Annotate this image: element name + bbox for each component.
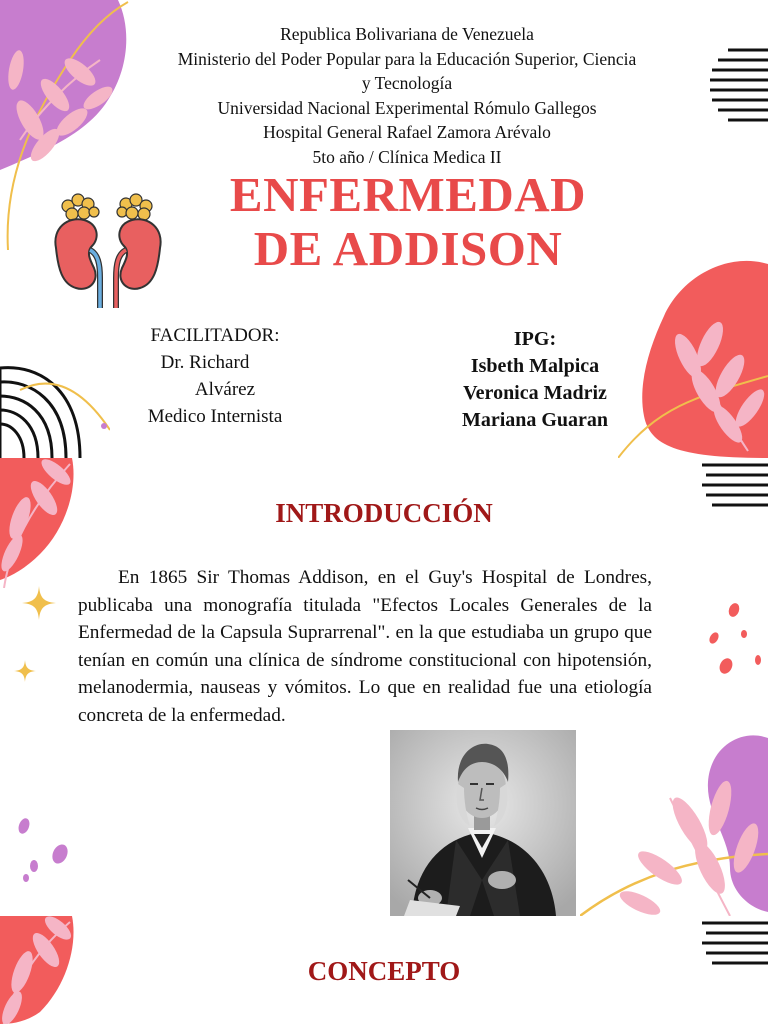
concept-heading: CONCEPTO: [307, 956, 461, 986]
header-line: Republica Bolivariana de Venezuela: [280, 24, 534, 44]
introduction-slide: [0, 458, 768, 916]
cover-slide: [0, 0, 768, 458]
title-line-1: ENFERMEDAD: [229, 167, 587, 222]
thomas-addison-portrait: [390, 730, 576, 916]
facilitator-name-line-1: Dr. Richard: [160, 352, 250, 373]
introduction-paragraph: En 1865 Sir Thomas Addison, en el Guy's Hospital de Londres, publicaba una monografía titulada "Efectos Locales Generales de la Enfermedad de la Capsula Suprarrenal". en la que estudiaba un grupo que tenían en común una clínica de síndrome constitucional con hipotensión, melanodermia, nauseas y vómitos. Lo que en realidad fue una etiología concreta de la enfermedad.: [78, 567, 652, 726]
institution-header: [130, 22, 684, 169]
facilitator-name-line-2: Alvárez: [194, 379, 256, 400]
header-line: y Tecnología: [361, 73, 453, 93]
sparkle-icon: [22, 586, 56, 620]
document-title: [150, 168, 666, 276]
header-line: 5to año / Clínica Medica II: [312, 146, 502, 167]
coral-leaf-decoration: [618, 256, 768, 458]
introduction-heading: INTRODUCCIÓN: [275, 498, 493, 528]
ipg-member: Veronica Madriz: [463, 382, 607, 404]
facilitator-label: FACILITADOR:: [150, 325, 280, 346]
facilitator-block: [110, 322, 320, 430]
title-line-2: DE ADDISON: [253, 221, 563, 276]
sparkle-icon: [14, 660, 36, 682]
ipg-block: [430, 326, 640, 434]
concept-slide: [0, 916, 768, 1024]
purple-dots-decoration: [14, 814, 74, 884]
header-line: Hospital General Rafael Zamora Arévalo: [263, 122, 551, 142]
header-line: Ministerio del Poder Popular para la Educación Superior, Ciencia: [177, 48, 637, 69]
arches-decoration: [0, 360, 110, 458]
ipg-member: Isbeth Malpica: [470, 355, 600, 377]
ipg-label: IPG:: [513, 328, 557, 350]
facilitator-role: Medico Internista: [147, 406, 283, 427]
purple-leaf-decoration: [580, 728, 768, 916]
coral-dots-decoration: [700, 598, 768, 678]
stripes-decoration: [708, 46, 768, 126]
header-line: Universidad Nacional Experimental Rómulo Gallegos: [217, 97, 597, 118]
ipg-member: Mariana Guaran: [461, 409, 609, 431]
